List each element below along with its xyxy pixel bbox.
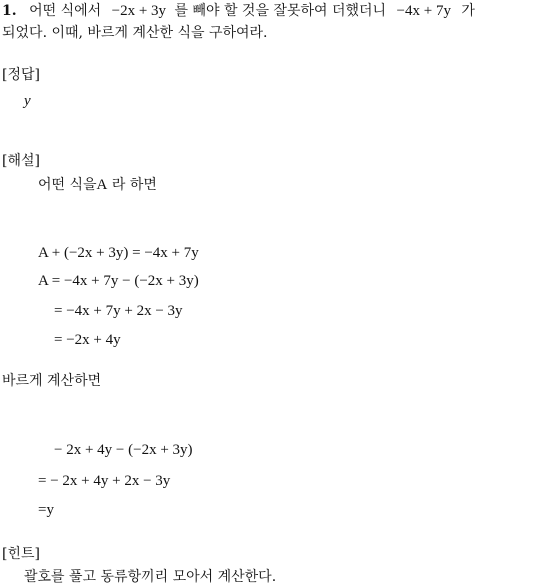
problem-text-c: 가 bbox=[461, 3, 475, 19]
hint-label: [힌트] bbox=[2, 546, 40, 562]
expr-subtract: −2x + 3y bbox=[111, 3, 167, 19]
problem-line-1 bbox=[2, 2, 475, 20]
problem-line-2: 되었다. 이때, 바르게 계산한 식을 구하여라. bbox=[2, 25, 268, 41]
solution-intro-var: A bbox=[96, 177, 108, 193]
answer-value: y bbox=[24, 93, 31, 109]
expr-result: −4x + 7y bbox=[396, 3, 451, 19]
calculation-3: =y bbox=[38, 502, 54, 518]
solution-intro bbox=[38, 176, 157, 194]
problem-number: 1. bbox=[2, 3, 17, 19]
hint-text: 괄호를 풀고 동류항끼리 모아서 계산한다. bbox=[24, 569, 277, 585]
equation-3: = −4x + 7y + 2x − 3y bbox=[54, 303, 183, 319]
solution-label: [해설] bbox=[2, 153, 40, 169]
equation-2: A = −4x + 7y − (−2x + 3y) bbox=[38, 273, 199, 289]
equation-1: A + (−2x + 3y) = −4x + 7y bbox=[38, 245, 199, 261]
solution-intro-b: 라 하면 bbox=[111, 177, 157, 193]
solution-middle-text: 바르게 계산하면 bbox=[2, 373, 102, 389]
calculation-2: = − 2x + 4y + 2x − 3y bbox=[38, 473, 171, 489]
solution-intro-a: 어떤 식을 bbox=[38, 177, 97, 193]
equation-4: = −2x + 4y bbox=[54, 332, 121, 348]
calculation-1: − 2x + 4y − (−2x + 3y) bbox=[54, 442, 193, 458]
answer-label: [정답] bbox=[2, 67, 40, 83]
problem-text-b: 를 빼야 할 것을 잘못하여 더했더니 bbox=[174, 3, 387, 19]
problem-text-a: 어떤 식에서 bbox=[29, 3, 102, 19]
